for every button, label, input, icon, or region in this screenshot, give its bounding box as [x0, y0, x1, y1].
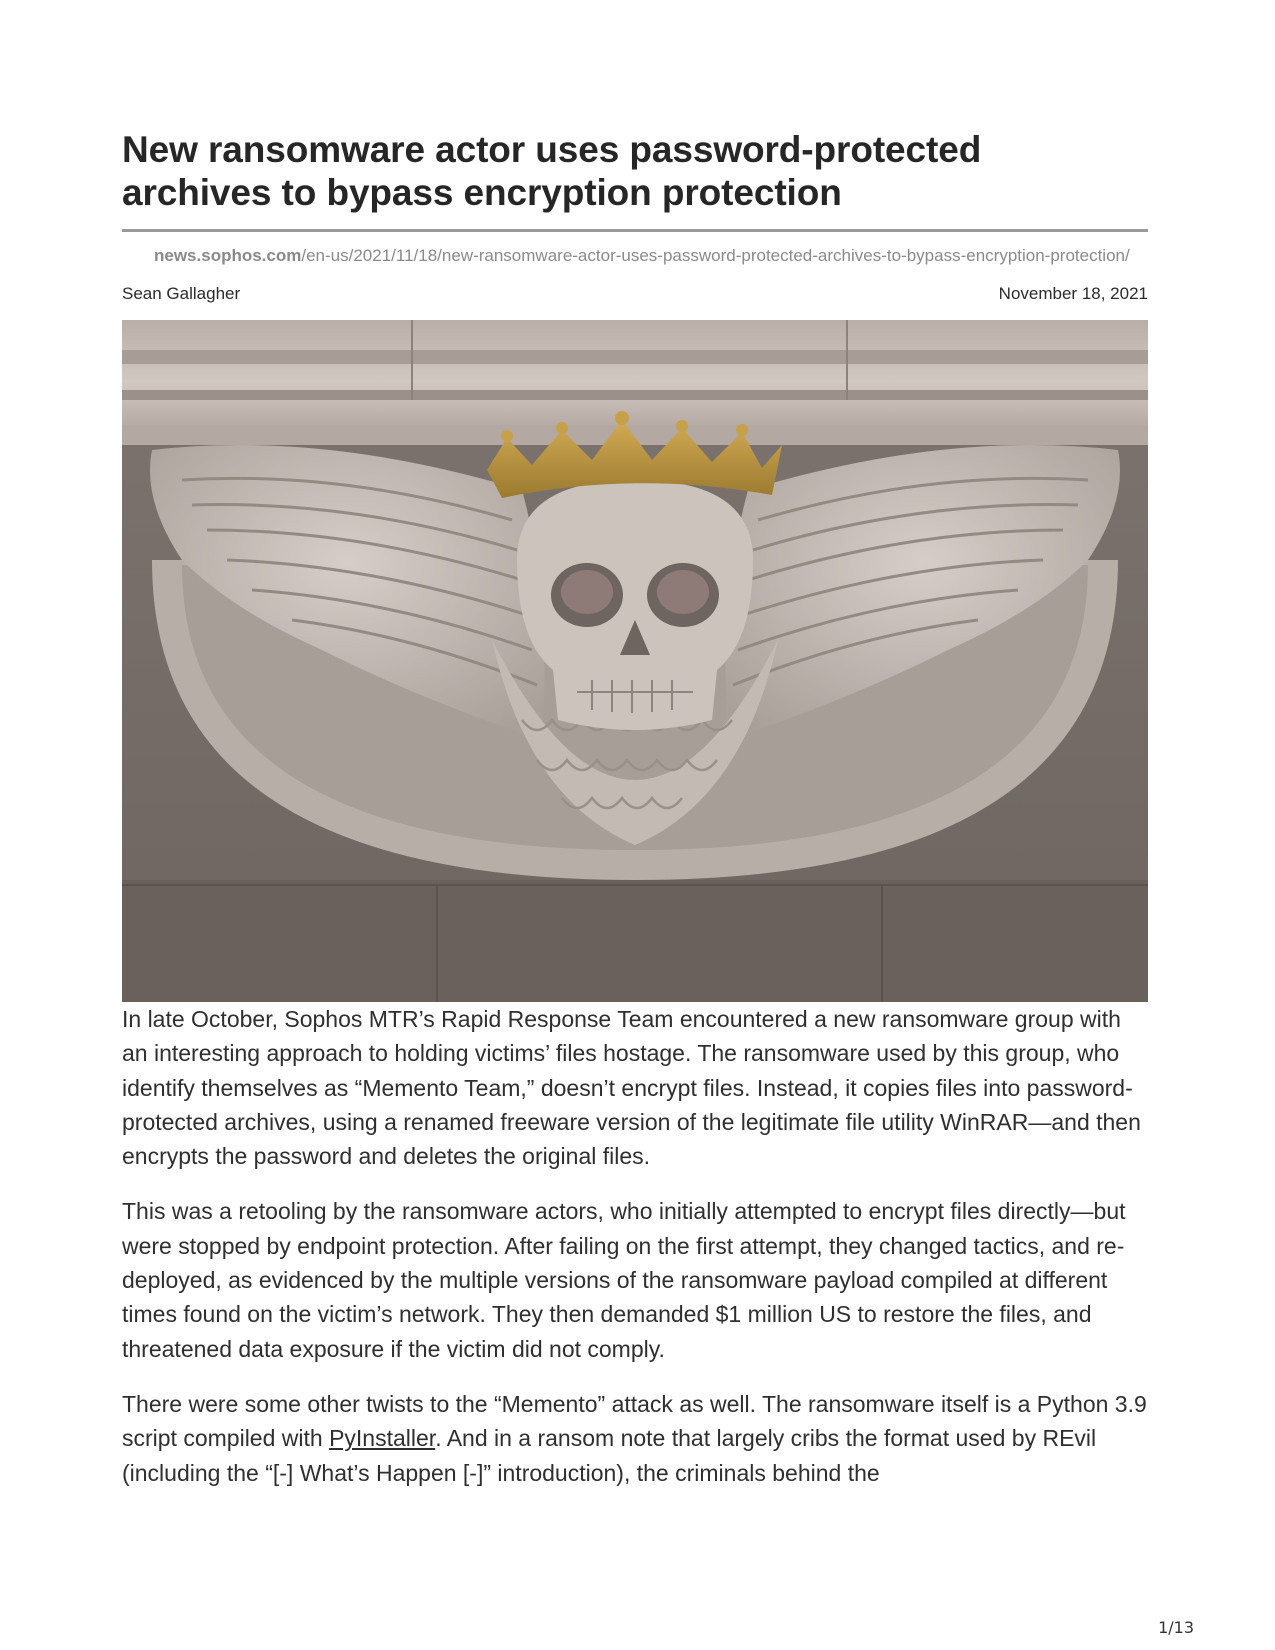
paragraph-3 [122, 1387, 1148, 1490]
source-domain[interactable]: news.sophos.com [154, 246, 302, 265]
article-page [122, 128, 1148, 1490]
winged-crowned-skull-carving-image [122, 320, 1148, 1002]
article-body [122, 1002, 1148, 1490]
source-path[interactable]: /en-us/2021/11/18/new-ransomware-actor-uses-password-protected-archives-to-bypass-encryption-protection/ [301, 246, 1130, 265]
article-title-line-1: New ransomware actor uses password-protected [122, 129, 982, 170]
source-url[interactable] [122, 244, 1148, 268]
paragraph-3-text-after: . And in a ransom note that largely cribs the format used by REvil (including the “[-] What’s Happen [-]” introduction), the criminals behind the [122, 1425, 1097, 1486]
paragraph-1: In late October, Sophos MTR’s Rapid Response Team encountered a new ransomware group with an interesting approach to holding victims’ files hostage. The ransomware used by this group, who identify themselves as “Memento Team,” doesn’t encrypt files. Instead, it copies files into password-protected archives, using a renamed freeware version of the legitimate file utility WinRAR—and then encrypts the password and deletes the original files. [122, 1006, 1141, 1170]
author-name: Sean Gallagher [122, 284, 241, 303]
pyinstaller-link[interactable]: PyInstaller [329, 1425, 436, 1452]
article-title-line-2: archives to bypass encryption protection [122, 172, 842, 213]
page-number: 1/13 [1158, 1618, 1194, 1637]
paragraph-3-text-before: There were some other twists to the “Memento” attack as well. The ransomware itself is a Python 3.9 script compiled with [122, 1390, 1147, 1452]
byline [122, 283, 1148, 305]
publish-date: November 18, 2021 [998, 284, 1148, 303]
title-divider [122, 229, 1148, 232]
article-title [122, 128, 1148, 214]
hero-image [122, 320, 1148, 1002]
paragraph-2: This was a retooling by the ransomware actors, who initially attempted to encrypt files directly—but were stopped by endpoint protection. After failing on the first attempt, they changed tactics, and re-deployed, as evidenced by the multiple versions of the ransomware payload compiled at different times found on the victim’s network. They then demanded $1 million US to restore the files, and threatened data exposure if the victim did not comply. [122, 1198, 1126, 1362]
